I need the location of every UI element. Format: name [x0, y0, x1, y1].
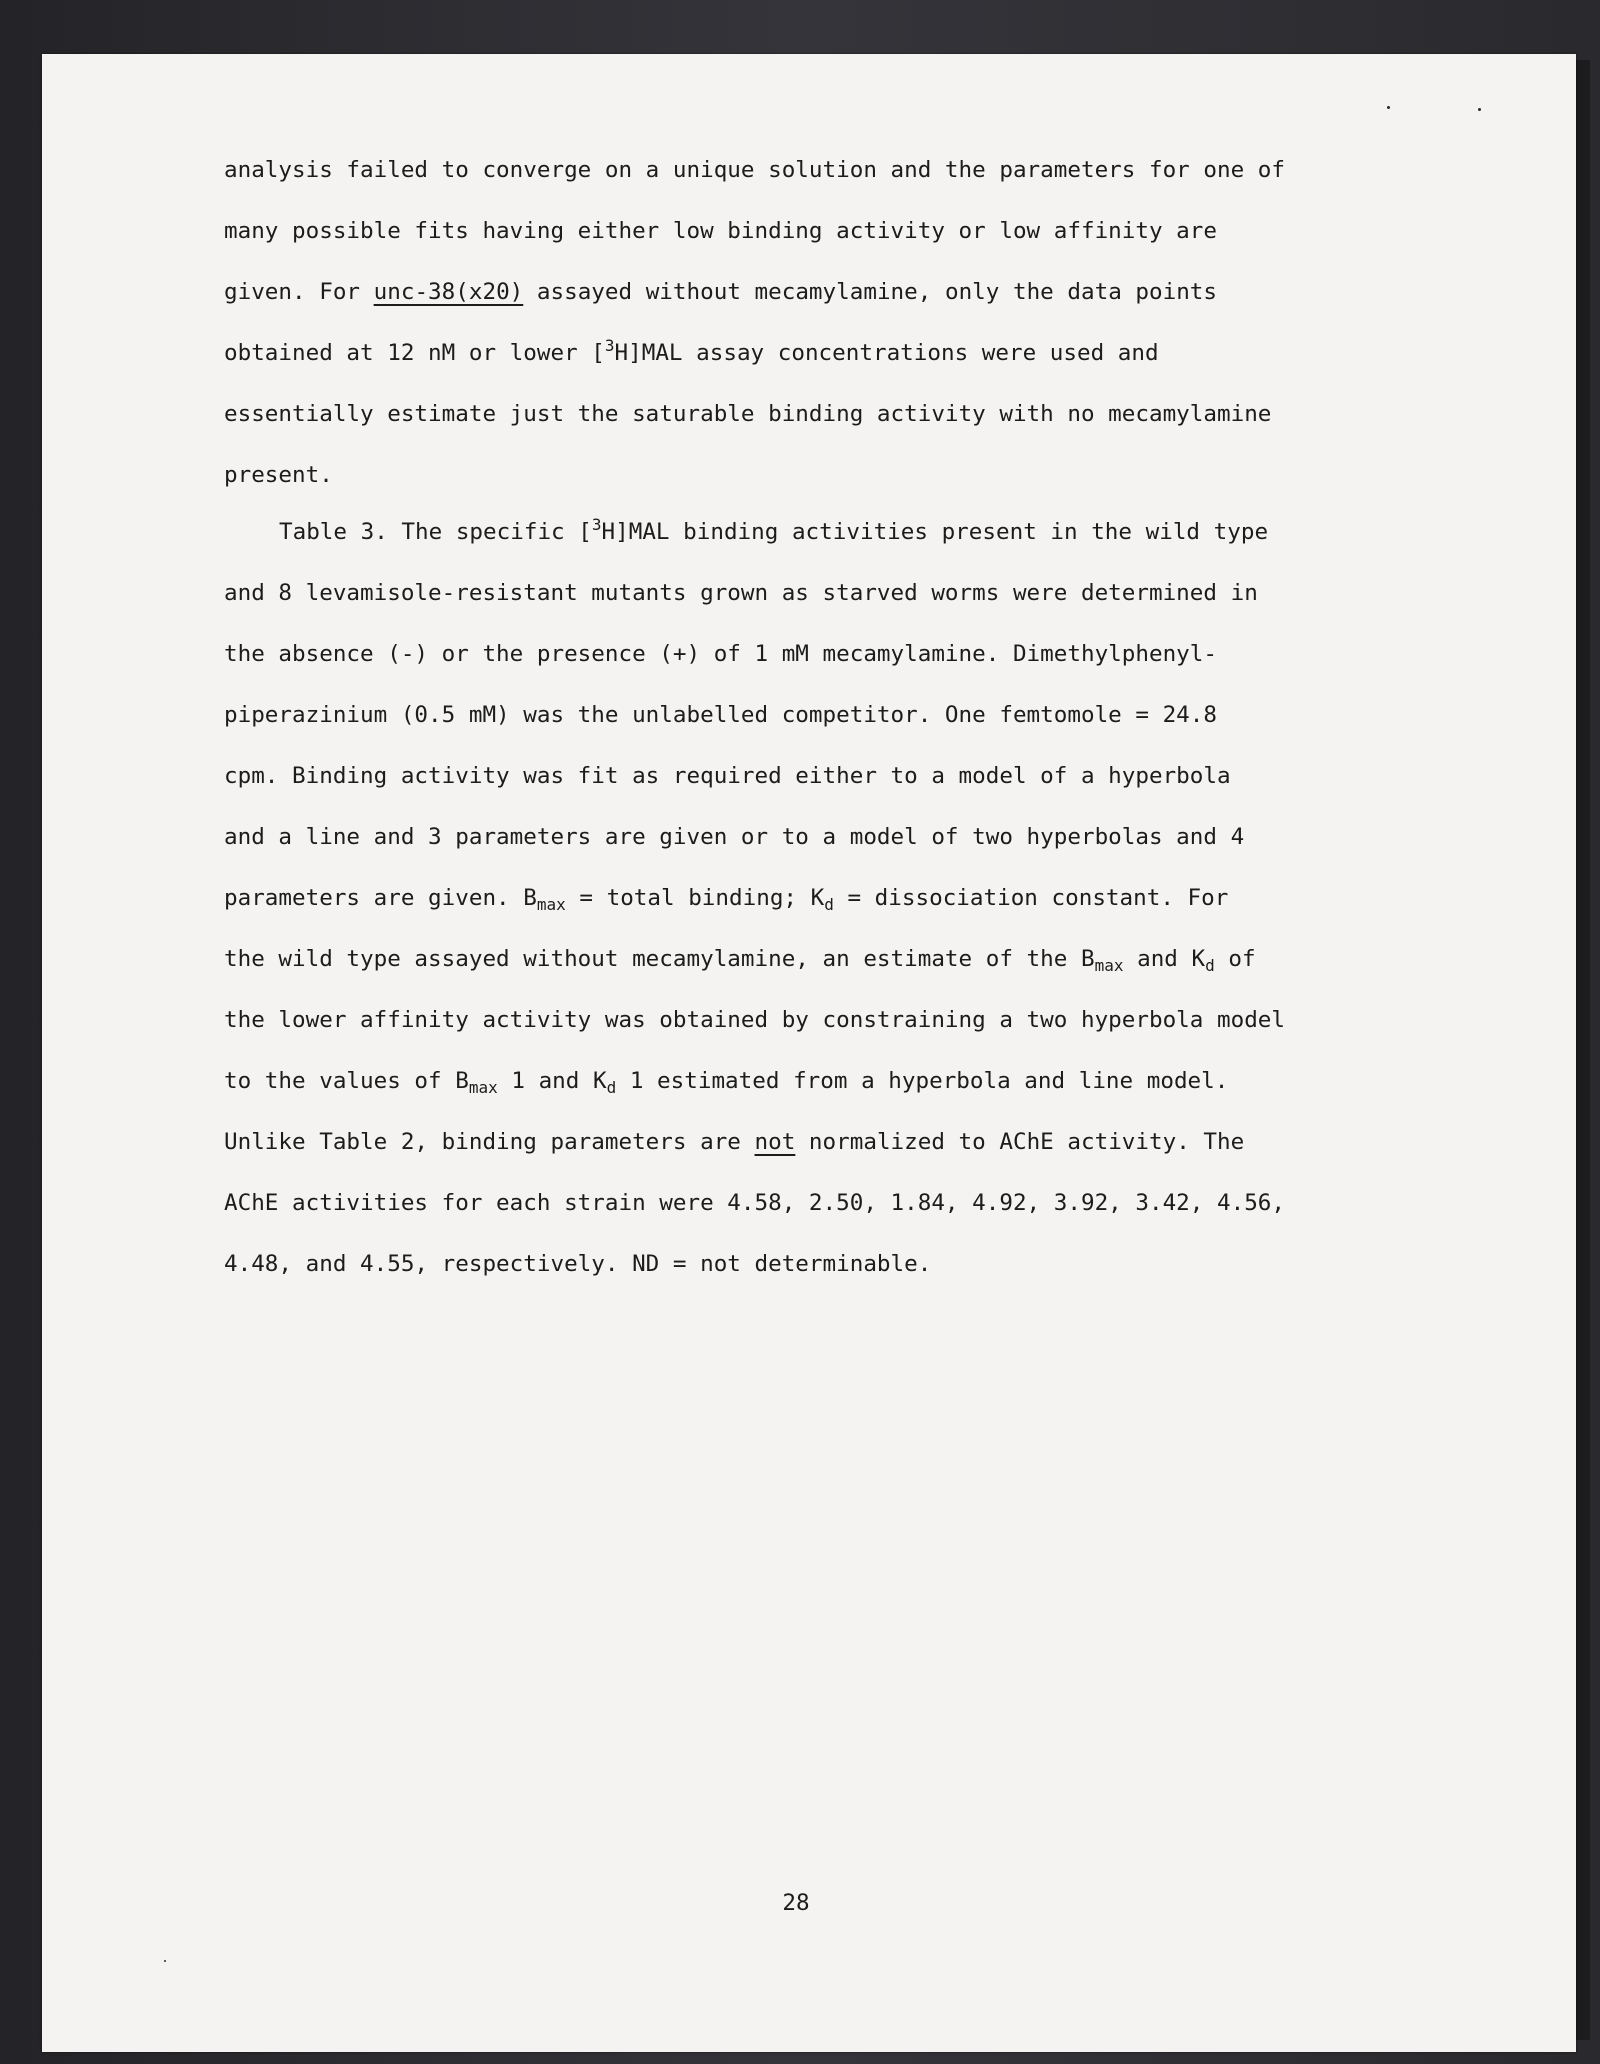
text-line [279, 512, 1268, 552]
text-run: the lower affinity activity was obtained by constraining a two hyperbola model [224, 1007, 1286, 1033]
text-run: the wild type assayed without mecamylamine, an estimate of the B [224, 946, 1095, 972]
text-run: parameters are given. B [224, 885, 537, 911]
text-line [224, 695, 1217, 735]
text-run: of [1214, 946, 1256, 972]
text-line [224, 1000, 1285, 1040]
text-line [224, 333, 1159, 373]
subscript: max [536, 895, 566, 914]
text-run: and 8 levamisole-resistant mutants grown as starved worms were determined in [224, 580, 1258, 606]
subscript: d [1205, 956, 1215, 975]
superscript: 3 [604, 336, 615, 355]
text-line [224, 878, 1228, 918]
text-line [224, 1122, 1244, 1162]
text-run: 4.48, and 4.55, respectively. ND = not determinable. [224, 1251, 932, 1277]
text-run: obtained at 12 nM or lower [ [224, 340, 605, 366]
page-number: 28 [782, 1890, 810, 1916]
text-run: = dissociation constant. For [833, 885, 1229, 911]
text-run: the absence (-) or the presence (+) of 1 mM mecamylamine. Dimethylphenyl- [224, 641, 1217, 667]
text-line [224, 634, 1217, 674]
text-run: 1 and K [497, 1068, 607, 1094]
text-run: and a line and 3 parameters are given or to a model of two hyperbolas and 4 [224, 824, 1245, 850]
emphasis-underline: not [754, 1129, 796, 1155]
text-run: 1 estimated from a hyperbola and line model. [616, 1068, 1229, 1094]
text-run: to the values of B [224, 1068, 469, 1094]
scan-speck [1387, 106, 1390, 109]
subscript: d [824, 895, 834, 914]
text-line [224, 1183, 1285, 1223]
text-run: H]MAL assay concentrations were used and [614, 340, 1159, 366]
text-line [224, 1061, 1228, 1101]
text-run: piperazinium (0.5 mM) was the unlabelled competitor. One femtomole = 24.8 [224, 702, 1217, 728]
text-run: AChE activities for each strain were 4.58, 2.50, 1.84, 4.92, 3.92, 3.42, 4.56, [224, 1190, 1286, 1216]
text-run: assayed without mecamylamine, only the data points [523, 279, 1218, 305]
text-line [224, 455, 333, 495]
text-run: many possible fits having either low binding activity or low affinity are [224, 218, 1217, 244]
strain-name: unc-38(x20) [373, 279, 524, 305]
text-run: Unlike Table 2, binding parameters are [224, 1129, 755, 1155]
text-line [224, 939, 1256, 979]
text-run: and K [1123, 946, 1206, 972]
scan-speck [1478, 108, 1481, 111]
text-run: given. For [224, 279, 374, 305]
subscript: d [606, 1078, 617, 1097]
table-caption-label: Table 3. The specific [ [279, 519, 592, 545]
text-line [224, 573, 1258, 613]
text-run: H]MAL binding activities present in the wild type [601, 519, 1269, 545]
text-line [224, 211, 1217, 251]
text-line [224, 394, 1271, 434]
text-line [224, 817, 1244, 857]
text-run: essentially estimate just the saturable binding activity with no mecamylamine [224, 401, 1272, 427]
text-line [224, 150, 1285, 190]
text-run: cpm. Binding activity was fit as required either to a model of a hyperbola [224, 763, 1231, 789]
text-line [224, 1244, 931, 1284]
subscript: max [468, 1078, 498, 1097]
text-run: normalized to AChE activity. The [795, 1129, 1245, 1155]
text-line [224, 756, 1231, 796]
subscript: max [1094, 956, 1124, 975]
superscript: 3 [591, 515, 602, 534]
text-run: analysis failed to converge on a unique solution and the parameters for one of [224, 157, 1286, 183]
text-run: = total binding; K [565, 885, 825, 911]
text-line [224, 272, 1217, 312]
scan-speck [164, 1960, 166, 1962]
text-run: present. [224, 462, 333, 488]
